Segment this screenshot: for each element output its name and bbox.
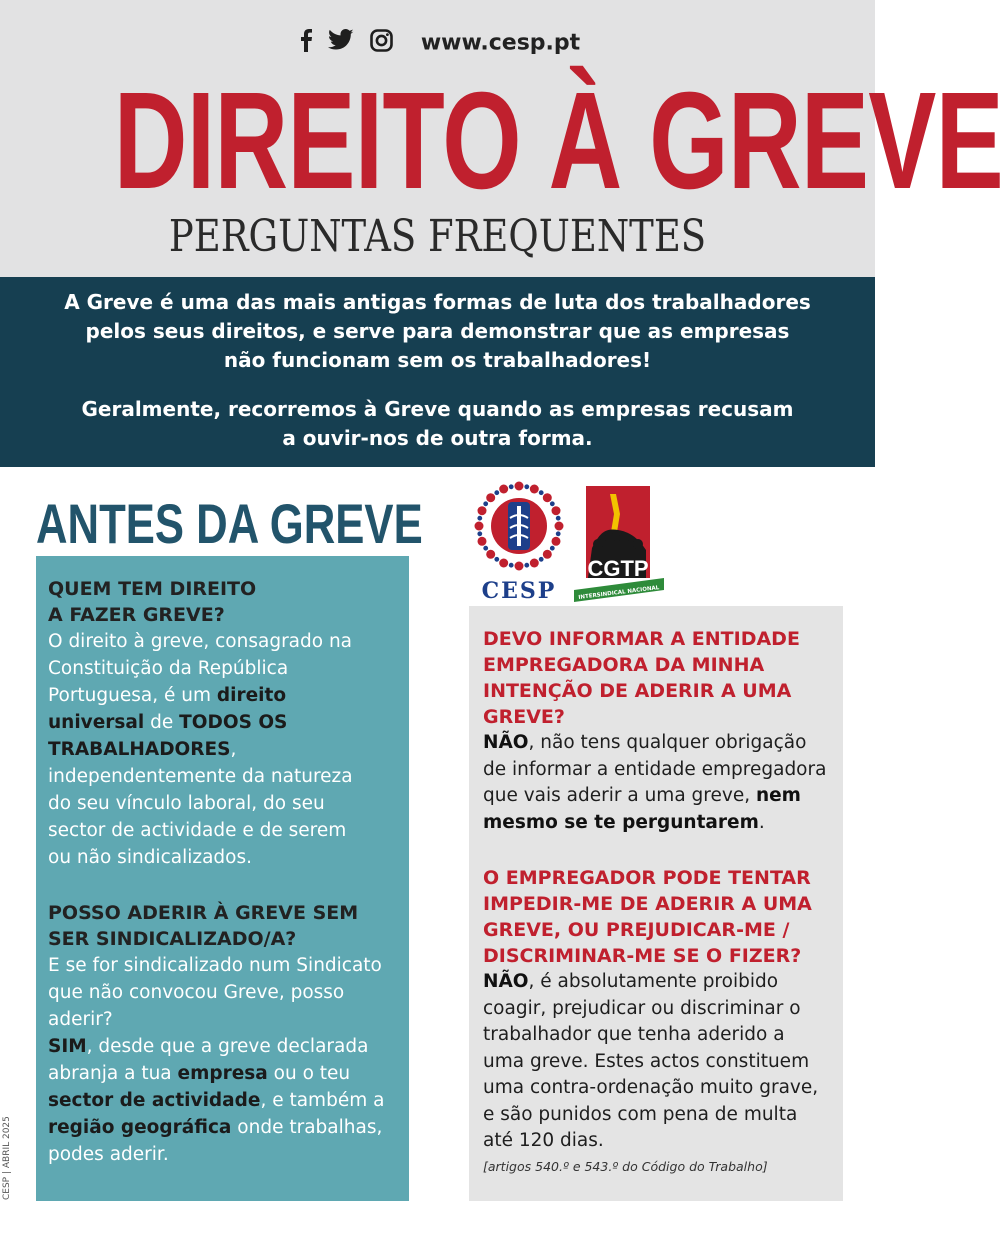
answer-emphasis: NÃO: [483, 732, 529, 753]
social-icons: [295, 28, 397, 58]
faq-answer: [483, 730, 828, 836]
intro-paragraph-2: Geralmente, recorremos à Greve quando as empresas recusam a ouvir-nos de outra forma.: [81, 397, 794, 450]
answer-text: .: [758, 811, 765, 833]
faq-question: POSSO ADERIR À GREVE SEM SER SINDICALIZADO/A?: [48, 902, 359, 950]
answer-emphasis: nem mesmo se te perguntarem: [483, 785, 801, 833]
faq-question: QUEM TEM DIREITO A FAZER GREVE?: [48, 578, 257, 626]
spacer: [48, 871, 399, 900]
answer-text: ou o teu: [267, 1063, 351, 1084]
facebook-icon[interactable]: [299, 28, 313, 58]
header-band: [0, 0, 1003, 277]
faq-answer: [48, 628, 368, 871]
twitter-icon[interactable]: [328, 29, 354, 57]
answer-emphasis: TODOS OS TRABALHADORES: [48, 712, 288, 760]
answer-emphasis: SIM: [48, 1036, 87, 1057]
cesp-emblem: [474, 481, 564, 571]
answer-emphasis: empresa: [177, 1063, 268, 1084]
cesp-logo-icon: [470, 478, 670, 604]
faq-question: O EMPREGADOR PODE TENTAR IMPEDIR-ME DE ADERIR A UMA GREVE, OU PREJUDICAR-ME / DISCRIMINAR-ME SE O FIZER?: [483, 867, 812, 967]
answer-text: de: [144, 712, 180, 733]
answer-emphasis: NÃO: [483, 971, 529, 992]
answer-text: O direito à greve, consagrado na Constituição da República Portuguesa, é um: [48, 631, 353, 706]
answer-emphasis: direito universal: [48, 685, 287, 733]
answer-text: , desde que a greve declarada abranja a tua: [48, 1036, 369, 1084]
answer-text: , independentemente da natureza do seu vínculo laboral, do seu sector de actividade e de serem ou não sindicalizados.: [48, 739, 353, 868]
cgtp-sublabel: INTERSINDICAL NACIONAL: [578, 585, 660, 601]
instagram-icon[interactable]: [370, 29, 393, 58]
right-faq-box: [469, 606, 843, 1201]
cesp-label: CESP: [481, 578, 557, 604]
intro-paragraph-1: A Greve é uma das mais antigas formas de luta dos trabalhadores pelos seus direitos, e serve para demonstrar que as empresas não funcionam sem os trabalhadores!: [64, 290, 811, 372]
answer-text: , é absolutamente proibido coagir, prejudicar ou discriminar o trabalhador que tenha aderido a uma greve. Estes actos constituem uma contra-ordenação muito grave, e são punidos com pena de multa até 120 dias.: [483, 971, 819, 1151]
answer-text: , não tens qualquer obrigação de informar a entidade empregadora que vais aderir a uma greve,: [483, 732, 827, 806]
answer-emphasis: região geográfica: [48, 1117, 232, 1138]
page-subtitle: PERGUNTAS FREQUENTES: [168, 211, 707, 262]
section-title: ANTES DA GREVE: [36, 492, 423, 555]
spacer: [483, 836, 835, 865]
answer-text: , e também a: [260, 1090, 385, 1111]
left-faq-box: [36, 556, 409, 1201]
answer-text: onde trabalhas, podes aderir.: [48, 1117, 383, 1165]
cgtp-label: CGTP: [587, 556, 649, 581]
faq-answer: [48, 952, 393, 1168]
legal-reference: [artigos 540.º e 543.º do Código do Trabalho]: [483, 1158, 768, 1174]
website-link[interactable]: www.cesp.pt: [420, 30, 581, 56]
page-title: DIREITO À GREVE: [113, 64, 1003, 218]
answer-emphasis: sector de actividade: [48, 1090, 261, 1111]
faq-answer: [483, 969, 828, 1155]
logos: [470, 478, 670, 604]
social-bar: [0, 28, 875, 58]
faq-question: DEVO INFORMAR A ENTIDADE EMPREGADORA DA MINHA INTENÇÃO DE ADERIR A UMA GREVE?: [483, 628, 800, 728]
cgtp-emblem: [574, 486, 664, 602]
intro-band: [0, 277, 875, 467]
answer-text: E se for sindicalizado num Sindicato que não convocou Greve, posso aderir?: [48, 955, 382, 1030]
edition-note: CESP | ABRIL 2025: [2, 1116, 12, 1200]
